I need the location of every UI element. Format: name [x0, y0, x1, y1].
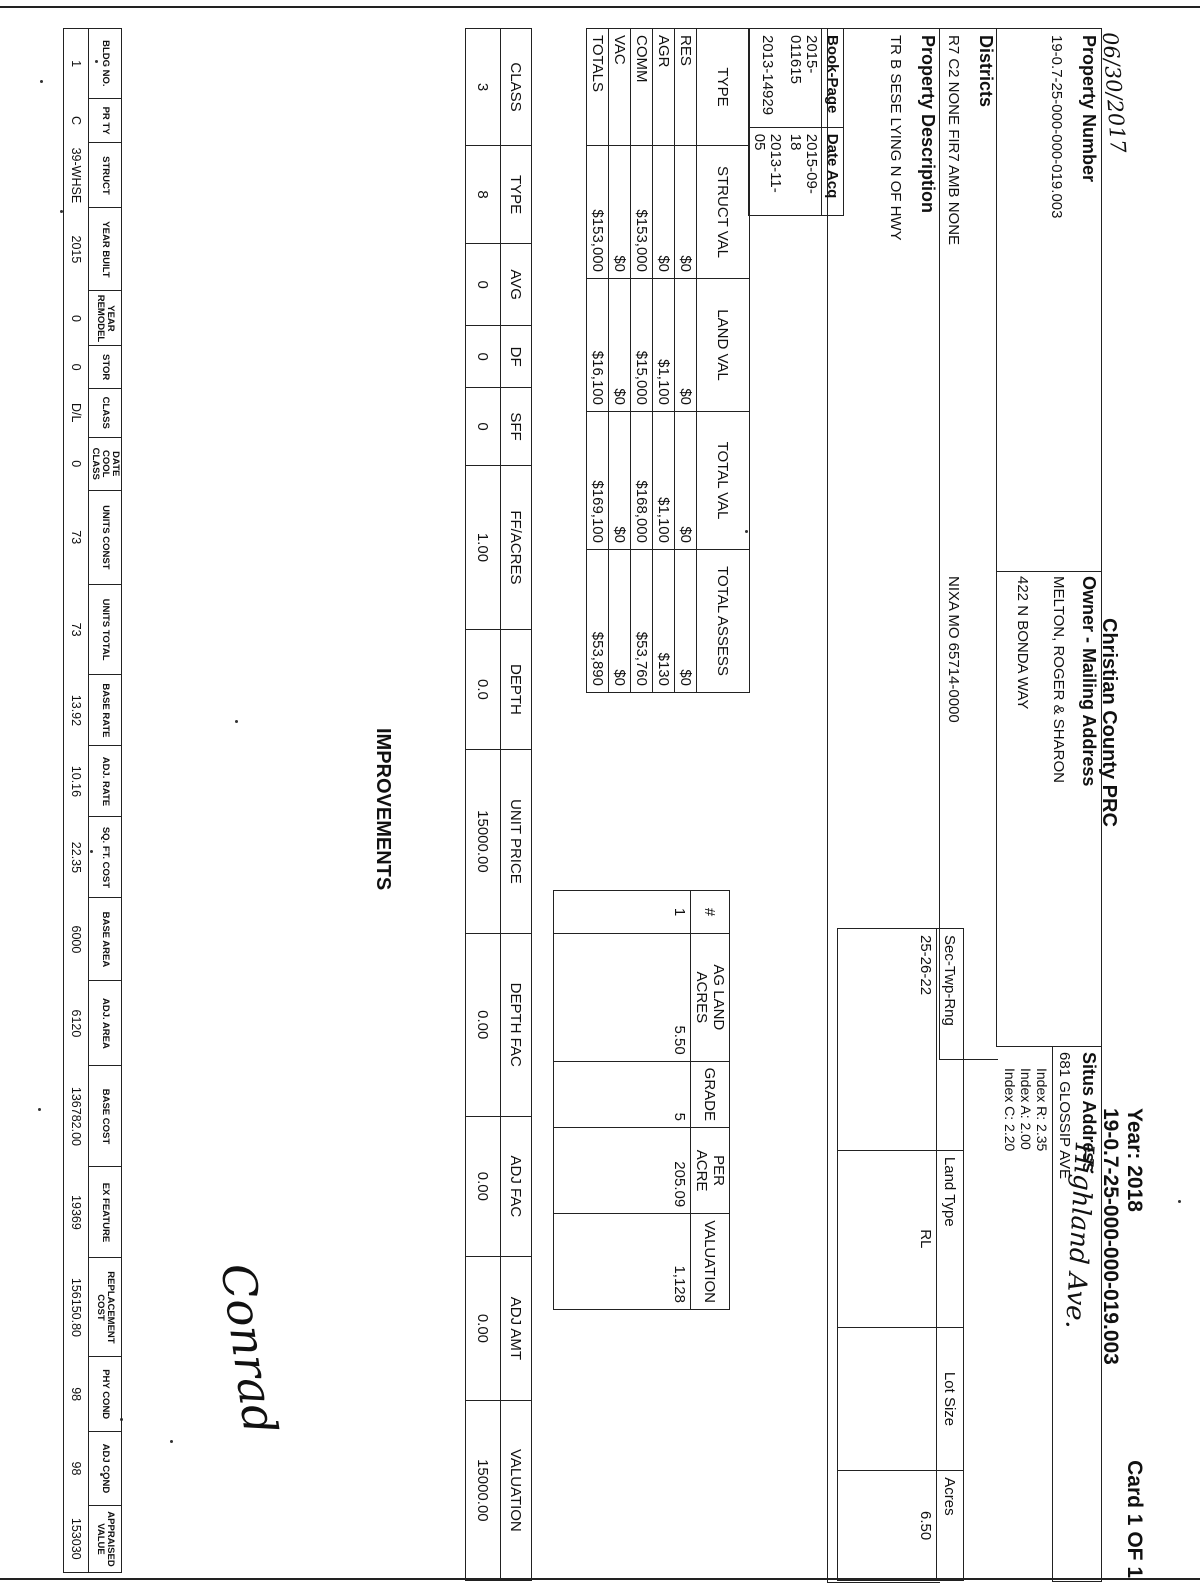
total-assess: $53,760 — [631, 550, 653, 693]
index-c: Index C: 2.20 — [1002, 1068, 1018, 1152]
impr-header: BASE RATE — [89, 675, 122, 746]
date-acq-cell: 2015-09-18 — [785, 127, 822, 215]
valuation-type: VAC — [609, 29, 631, 146]
type-header: TYPE — [697, 29, 750, 146]
scan-speck — [1178, 1200, 1181, 1203]
impr-header: PHY COND — [89, 1357, 122, 1432]
impr-header: YEAR REMODEL — [89, 291, 122, 346]
avg-value: 0 — [466, 244, 501, 326]
grade-header: GRADE — [691, 1061, 730, 1127]
base-rate: 13.92 — [69, 694, 83, 727]
county-title: Christian County PRC — [1098, 618, 1120, 827]
lot-size-value — [838, 1327, 937, 1471]
depth-fac-header: DEPTH FAC — [501, 933, 532, 1116]
units-const: 73 — [69, 530, 83, 545]
book-page-header: Book-Page — [822, 29, 844, 128]
adj-fac-value: 0.00 — [466, 1116, 501, 1256]
impr-header: PR TY — [89, 98, 122, 143]
valuation-type: TOTALS — [587, 29, 609, 146]
land-class-table — [465, 28, 532, 1581]
sec-twp-rng-value: 25-26-22 — [838, 929, 937, 1151]
total-assess: $0 — [609, 550, 631, 693]
date-cool-class: 0 — [69, 460, 83, 468]
owner-label: Owner - Mailing Address — [1079, 576, 1099, 787]
ag-land-table — [553, 890, 730, 1310]
land-val: $1,100 — [653, 279, 675, 412]
handwritten-date: 06/30/2017 — [1097, 31, 1131, 154]
adj-area: 6120 — [69, 1009, 83, 1038]
valuation-totals-row — [587, 29, 609, 693]
per-acre-header: PER ACRE — [691, 1128, 730, 1214]
valuation-type: COMM — [631, 29, 653, 146]
sff-value: 0 — [466, 388, 501, 466]
land-type-col-value: 8 — [466, 146, 501, 244]
owner-box — [996, 570, 1102, 1047]
impr-header: EX FEATURE — [89, 1167, 122, 1258]
depth-fac-value: 0.00 — [466, 933, 501, 1116]
property-number-label: Property Number — [1079, 35, 1099, 183]
total-val: $0 — [609, 412, 631, 550]
improvements-table — [63, 28, 122, 1573]
total-assess: $0 — [675, 550, 697, 693]
ag-land-acres-header: AG LAND ACRES — [691, 934, 730, 1062]
valuation-type: RES — [675, 29, 697, 146]
property-record-card — [20, 28, 1150, 1588]
acres-header: Acres — [937, 1471, 964, 1581]
handwritten-signature: Conrad — [210, 1260, 288, 1438]
land-valuation-value: 15000.00 — [466, 1400, 501, 1580]
year-label: Year: 2018 — [1123, 1108, 1146, 1212]
avg-header: AVG — [501, 244, 532, 326]
impr-header: YEAR BUILT — [89, 208, 122, 291]
land-info-table — [837, 928, 964, 1581]
date-acq-header: Date Acq — [822, 127, 844, 215]
ag-number: 1 — [554, 891, 691, 934]
land-type-col-header: TYPE — [501, 146, 532, 244]
card-header-right — [1098, 1108, 1146, 1578]
units-total: 73 — [69, 622, 83, 637]
struct-class: D/L — [69, 403, 83, 423]
land-type-value: RL — [838, 1150, 937, 1327]
struct-val-header: STRUCT VAL — [697, 146, 750, 279]
valuation-row — [675, 29, 697, 693]
handwritten-situs-note: Highland Ave. — [1059, 1142, 1099, 1330]
ex-feature: 19369 — [69, 1195, 83, 1230]
improvement-row — [64, 29, 89, 1573]
valuation-row — [609, 29, 631, 693]
districts-value: R7 C2 NONE FIR7 AMB NONE — [945, 35, 962, 246]
land-val: $0 — [675, 279, 697, 412]
book-page-cell: 2015-011615 — [785, 29, 822, 128]
ff-acres-header: FF/ACRES — [501, 465, 532, 629]
card-label: Card 1 OF 1 — [1123, 1460, 1146, 1578]
land-val: $15,000 — [631, 279, 653, 412]
book-page-table — [748, 28, 844, 216]
struct-val: $0 — [609, 146, 631, 279]
impr-header: ADJ. AREA — [89, 981, 122, 1066]
index-r: Index R: 2.35 — [1034, 1068, 1050, 1152]
bldg-no: 1 — [69, 60, 83, 68]
property-description-value: TR B SESE LYING N OF HWY — [887, 35, 904, 241]
districts-box — [939, 28, 998, 1060]
owner-city: NIXA MO 65714-0000 — [945, 576, 962, 723]
total-val: $169,100 — [587, 412, 609, 550]
situs-address: 681 GLOSSIP AVE — [1056, 1052, 1073, 1180]
df-value: 0 — [466, 326, 501, 388]
scan-top-edge — [0, 6, 1200, 8]
impr-header: UNITS CONST — [89, 490, 122, 584]
property-number-box — [996, 28, 1102, 572]
total-assess: $53,890 — [587, 550, 609, 693]
impr-header: ADJ. RATE — [89, 746, 122, 817]
impr-header: REPLACEMENT COST — [89, 1258, 122, 1357]
year-remodel: 0 — [69, 314, 83, 322]
adj-cond: 98 — [69, 1461, 83, 1476]
adj-amt-value: 0.00 — [466, 1257, 501, 1401]
land-val: $16,100 — [587, 279, 609, 412]
property-type: C — [69, 116, 83, 126]
ag-number-header: # — [691, 891, 730, 934]
phy-cond: 98 — [69, 1387, 83, 1402]
land-valuation-header: VALUATION — [501, 1400, 532, 1580]
impr-header: BLDG NO. — [89, 29, 122, 99]
situs-indexes — [1002, 1068, 1050, 1151]
adj-fac-header: ADJ FAC — [501, 1116, 532, 1256]
base-area: 6000 — [69, 925, 83, 954]
index-a: Index A: 2.00 — [1018, 1068, 1034, 1150]
sec-twp-rng-header: Sec-Twp-Rng — [937, 929, 964, 1151]
impr-header: STRUCT — [89, 143, 122, 208]
property-number-value: 19-0.7-25-000-000-019.003 — [1048, 35, 1065, 219]
impr-header: CLASS — [89, 388, 122, 437]
depth-value: 0.0 — [466, 629, 501, 749]
ag-valuation-header: VALUATION — [691, 1214, 730, 1310]
impr-header: BASE COST — [89, 1066, 122, 1167]
parcel-id-heading: 19-0.7-25-000-000-019.003 — [1099, 1108, 1122, 1365]
impr-header: APPRAISED VALUE — [89, 1506, 122, 1573]
book-page-row — [785, 29, 822, 216]
unit-price-header: UNIT PRICE — [501, 750, 532, 934]
stories: 0 — [69, 363, 83, 371]
impr-header: DATE COOL CLASS — [89, 437, 122, 490]
df-header: DF — [501, 326, 532, 388]
valuation-row — [653, 29, 675, 693]
year-built: 2015 — [69, 235, 83, 264]
land-class-row — [466, 29, 501, 1581]
districts-label: Districts — [976, 35, 996, 108]
book-page-row — [749, 29, 786, 216]
adj-rate: 10.16 — [69, 765, 83, 798]
improvements-title: IMPROVEMENTS — [372, 728, 394, 891]
unit-price-value: 15000.00 — [466, 750, 501, 934]
total-val: $168,000 — [631, 412, 653, 550]
total-val-header: TOTAL VAL — [697, 412, 750, 550]
property-description-label: Property Description — [918, 35, 938, 214]
valuation-type: AGR — [653, 29, 675, 146]
impr-header: SQ. FT. COST — [89, 817, 122, 898]
valuation-table — [586, 28, 750, 693]
impr-header: BASE AREA — [89, 898, 122, 981]
ag-land-row — [554, 891, 691, 1310]
impr-header: UNITS TOTAL — [89, 584, 122, 675]
total-val: $0 — [675, 412, 697, 550]
adj-amt-header: ADJ AMT — [501, 1257, 532, 1401]
total-assess: $130 — [653, 550, 675, 693]
ag-land-acres: 5.50 — [554, 934, 691, 1062]
per-acre: 205.09 — [554, 1128, 691, 1214]
ff-acres-value: 1.00 — [466, 465, 501, 629]
total-assess-header: TOTAL ASSESS — [697, 550, 750, 693]
grade: 5 — [554, 1061, 691, 1127]
ag-valuation: 1,128 — [554, 1214, 691, 1310]
struct-val: $0 — [675, 146, 697, 279]
land-val-header: LAND VAL — [697, 279, 750, 412]
situs-label: Situs Address — [1079, 1052, 1099, 1173]
appraised-value: 153030 — [69, 1517, 83, 1560]
sq-ft-cost: 22.35 — [69, 841, 83, 874]
depth-header: DEPTH — [501, 629, 532, 749]
class-value: 3 — [466, 29, 501, 146]
struct: 39-WHSE — [69, 147, 83, 204]
impr-header: ADJ COND — [89, 1431, 122, 1505]
class-header: CLASS — [501, 29, 532, 146]
acres-value: 6.50 — [838, 1471, 937, 1581]
struct-val: $153,000 — [631, 146, 653, 279]
valuation-row — [631, 29, 653, 693]
lot-size-header: Lot Size — [937, 1327, 964, 1471]
impr-header: STOR — [89, 346, 122, 388]
owner-street: 422 N BONDA WAY — [1014, 576, 1031, 710]
base-cost: 136782.00 — [69, 1086, 83, 1146]
replacement-cost: 156150.80 — [69, 1277, 83, 1337]
sff-header: SFF — [501, 388, 532, 466]
book-page-cell: 2013-14929 — [749, 29, 786, 128]
land-type-header: Land Type — [937, 1150, 964, 1327]
struct-val: $0 — [653, 146, 675, 279]
date-acq-cell: 2013-11-05 — [749, 127, 786, 215]
land-val: $0 — [609, 279, 631, 412]
total-val: $1,100 — [653, 412, 675, 550]
owner-name: MELTON, ROGER & SHARON — [1050, 576, 1067, 783]
struct-val: $153,000 — [587, 146, 609, 279]
